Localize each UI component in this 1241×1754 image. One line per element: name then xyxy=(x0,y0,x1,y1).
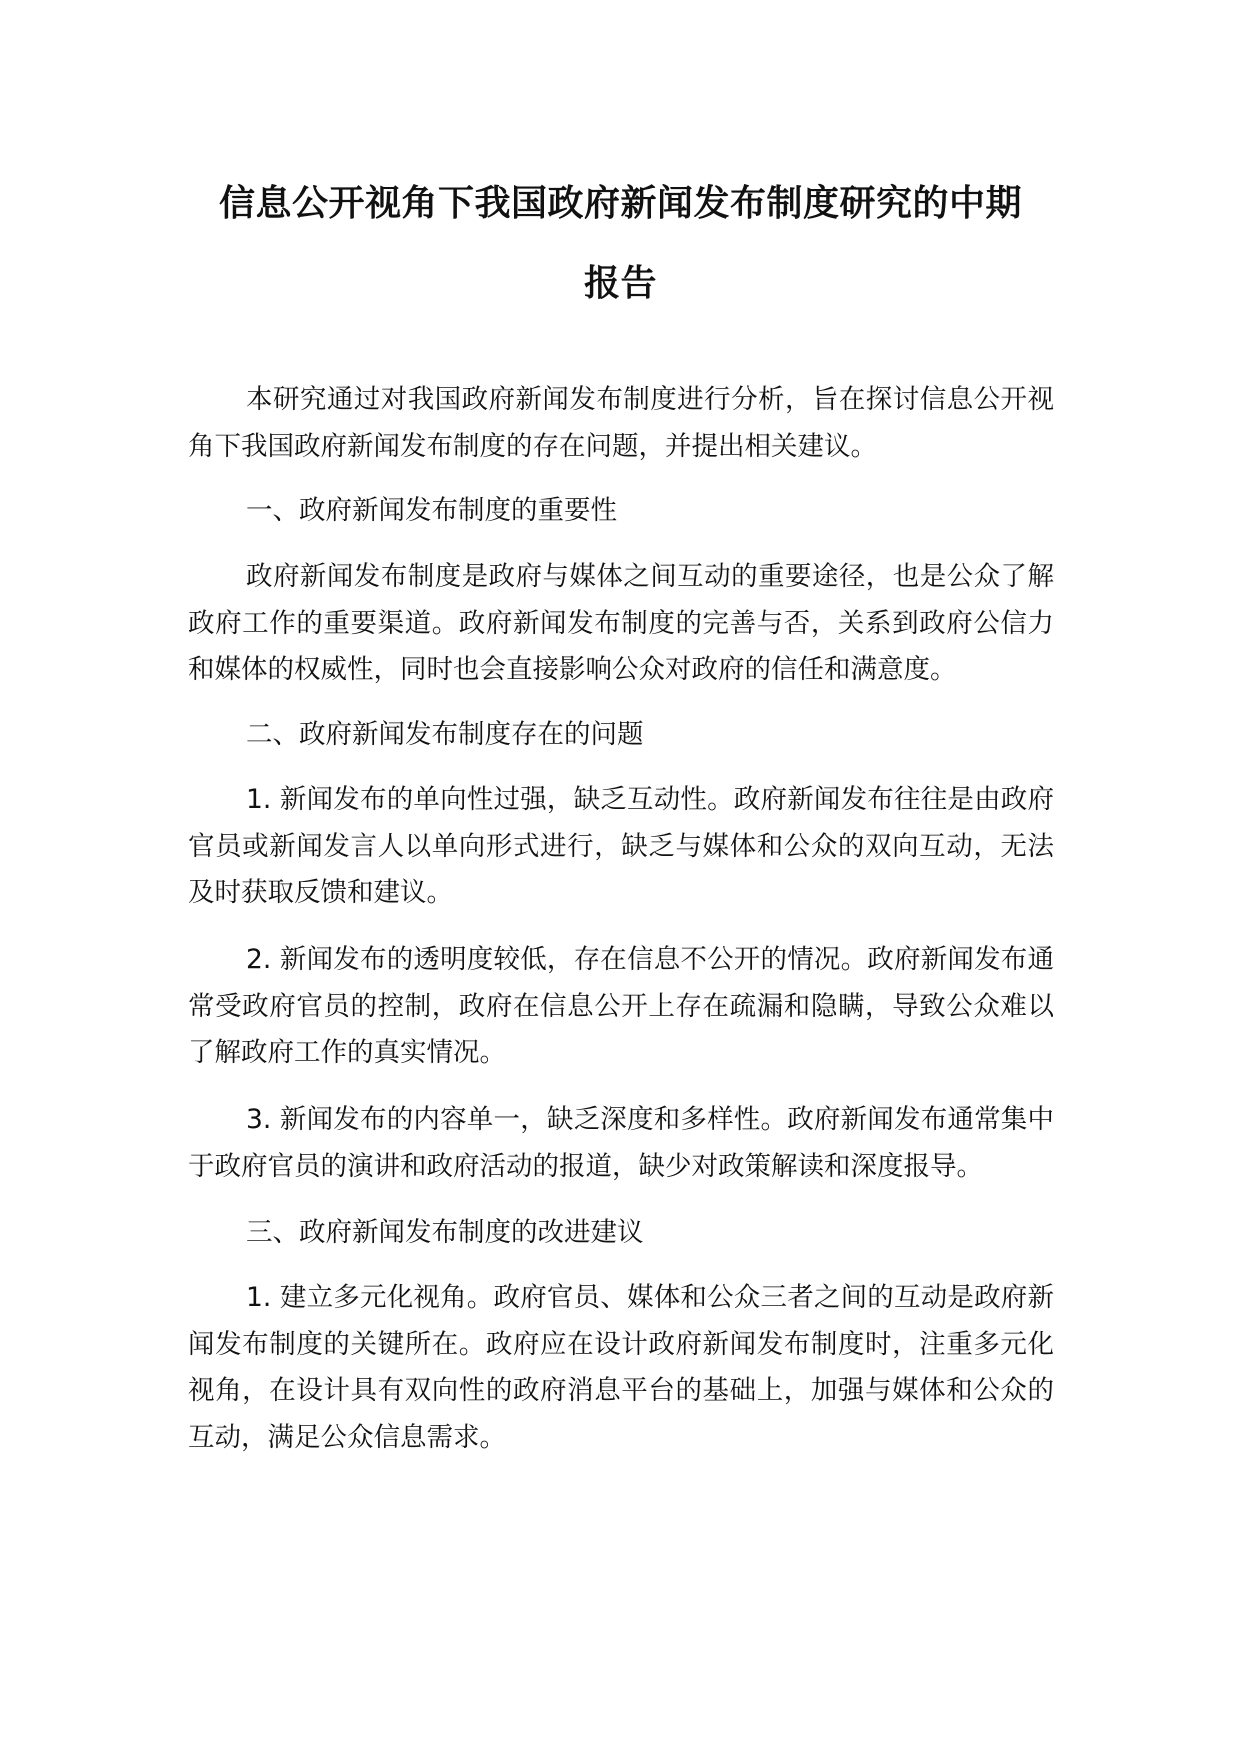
list-item-paragraph: 1. 建立多元化视角。政府官员、媒体和公众三者之间的互动是政府新闻发布制度的关键所在。政府应在设计政府新闻发布制度时，注重多元化视角，在设计具有双向性的政府消息平台的基础上，加强与媒体和公众的互动，满足公众信息需求。 xyxy=(188,1282,1054,1453)
section-heading-3: 三、政府新闻发布制度的改进建议 xyxy=(246,1217,644,1248)
document-title-line-1: 信息公开视角下我国政府新闻发布制度研究的中期 xyxy=(218,183,1022,224)
list-item-paragraph: 1. 新闻发布的单向性过强，缺乏互动性。政府新闻发布往往是由政府官员或新闻发言人以单向形式进行，缺乏与媒体和公众的双向互动，无法及时获取反馈和建议。 xyxy=(188,784,1054,908)
section-heading-2: 二、政府新闻发布制度存在的问题 xyxy=(246,719,644,750)
list-item-paragraph: 2. 新闻发布的透明度较低，存在信息不公开的情况。政府新闻发布通常受政府官员的控制，政府在信息公开上存在疏漏和隐瞒，导致公众难以了解政府工作的真实情况。 xyxy=(188,944,1054,1068)
intro-paragraph: 本研究通过对我国政府新闻发布制度进行分析，旨在探讨信息公开视角下我国政府新闻发布制度的存在问题，并提出相关建议。 xyxy=(188,384,1054,462)
list-item-paragraph: 3. 新闻发布的内容单一，缺乏深度和多样性。政府新闻发布通常集中于政府官员的演讲和政府活动的报道，缺少对政策解读和深度报导。 xyxy=(188,1104,1054,1182)
body-paragraph: 政府新闻发布制度是政府与媒体之间互动的重要途径，也是公众了解政府工作的重要渠道。政府新闻发布制度的完善与否，关系到政府公信力和媒体的权威性，同时也会直接影响公众对政府的信任和满意度。 xyxy=(188,561,1054,685)
section-heading-1: 一、政府新闻发布制度的重要性 xyxy=(246,495,617,526)
document-title-line-2: 报告 xyxy=(583,263,657,304)
